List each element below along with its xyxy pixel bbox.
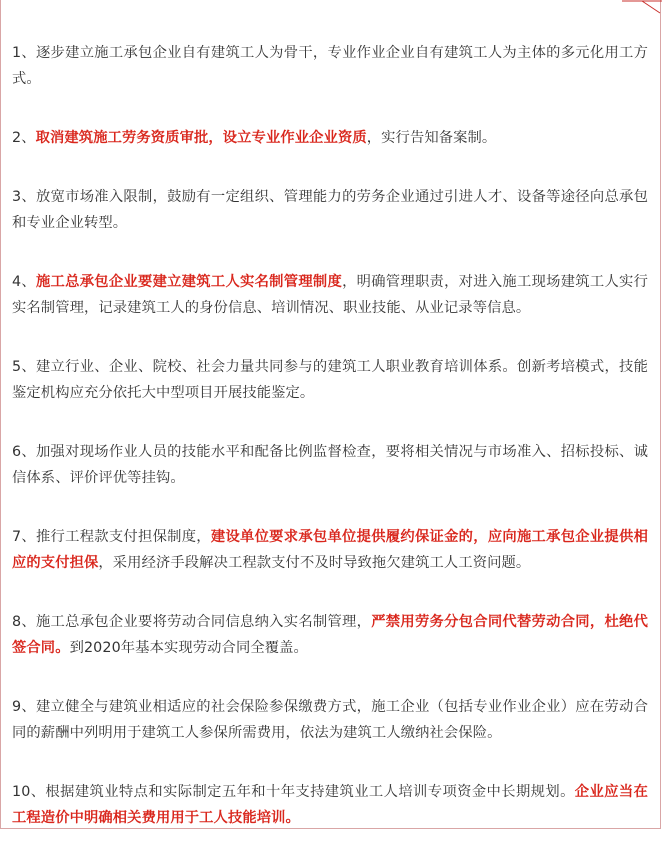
list-item: [12, 354, 648, 406]
item-text: ，采用经济手段解决工程款支付不及时导致拖欠建筑工人工资问题。: [98, 555, 531, 571]
item-text: 、施工总承包企业要将劳动合同信息纳入实名制管理，: [21, 614, 372, 630]
list-item: [12, 694, 648, 746]
item-text: 、加强对现场作业人员的技能水平和配备比例监督检查，要将相关情况与市场准入、招标投标、诚信体系、评价评优等挂钩。: [12, 444, 648, 486]
item-number: 3: [12, 189, 22, 205]
item-text: ，明确管理职责，对进入施工现场建筑工人实行实名制管理，记录建筑工人的身份信息、培训情况、职业技能、从业记录等信息。: [12, 274, 648, 316]
item-number: 1: [12, 45, 22, 61]
highlighted-text: 严禁用劳务分包合同代替劳动合同，杜绝代签合同。: [12, 614, 648, 656]
list-item: [12, 40, 648, 92]
list-item: [12, 779, 648, 831]
list-item: [12, 184, 648, 236]
list-item: [12, 439, 648, 491]
item-text: 到2020年基本实现劳动合同全覆盖。: [69, 640, 308, 656]
item-text: 、建立行业、企业、院校、社会力量共同参与的建筑工人职业教育培训体系。创新考培模式，技能鉴定机构应充分依托大中型项目开展技能鉴定。: [12, 359, 648, 401]
item-text: 、根据建筑业特点和实际制定五年和十年支持建筑业工人培训专项资金中长期规划。: [30, 784, 575, 800]
item-number: 8: [12, 614, 22, 630]
corner-decoration: [622, 0, 662, 14]
item-number: 4: [12, 274, 22, 290]
list-item: [12, 125, 648, 151]
item-text: 、放宽市场准入限制，鼓励有一定组织、管理能力的劳务企业通过引进人才、设备等途径向总承包和专业企业转型。: [12, 189, 648, 231]
item-text: 、建立健全与建筑业相适应的社会保险参保缴费方式，施工企业（包括专业作业企业）应在劳动合同的薪酬中列明用于建筑工人参保所需费用，依法为建筑工人缴纳社会保险。: [12, 699, 648, 741]
item-number: 2: [12, 130, 22, 146]
item-text: 、推行工程款支付担保制度，: [21, 529, 211, 545]
highlighted-text: 施工总承包企业要建立建筑工人实名制管理制度: [35, 274, 343, 290]
item-text: 、: [21, 130, 36, 146]
list-item: [12, 269, 648, 321]
item-number: 7: [12, 529, 22, 545]
item-text: 、逐步建立施工承包企业自有建筑工人为骨干，专业作业企业自有建筑工人为主体的多元化用工方式。: [12, 45, 648, 87]
item-number: 9: [12, 699, 22, 715]
item-number: 6: [12, 444, 22, 460]
highlighted-text: 取消建筑施工劳务资质审批，设立专业作业企业资质: [35, 130, 367, 146]
list-item: [12, 609, 648, 661]
item-number: 10: [12, 784, 31, 800]
highlighted-text: 企业应当在工程造价中明确相关费用用于工人技能培训。: [12, 784, 648, 826]
item-text: ，实行告知备案制。: [366, 130, 497, 146]
item-text: 、: [21, 274, 36, 290]
list-item: [12, 524, 648, 576]
highlighted-text: 建设单位要求承包单位提供履约保证金的，应向施工承包企业提供相应的支付担保: [12, 529, 648, 571]
item-number: 5: [12, 359, 22, 375]
policy-list: [12, 40, 648, 864]
